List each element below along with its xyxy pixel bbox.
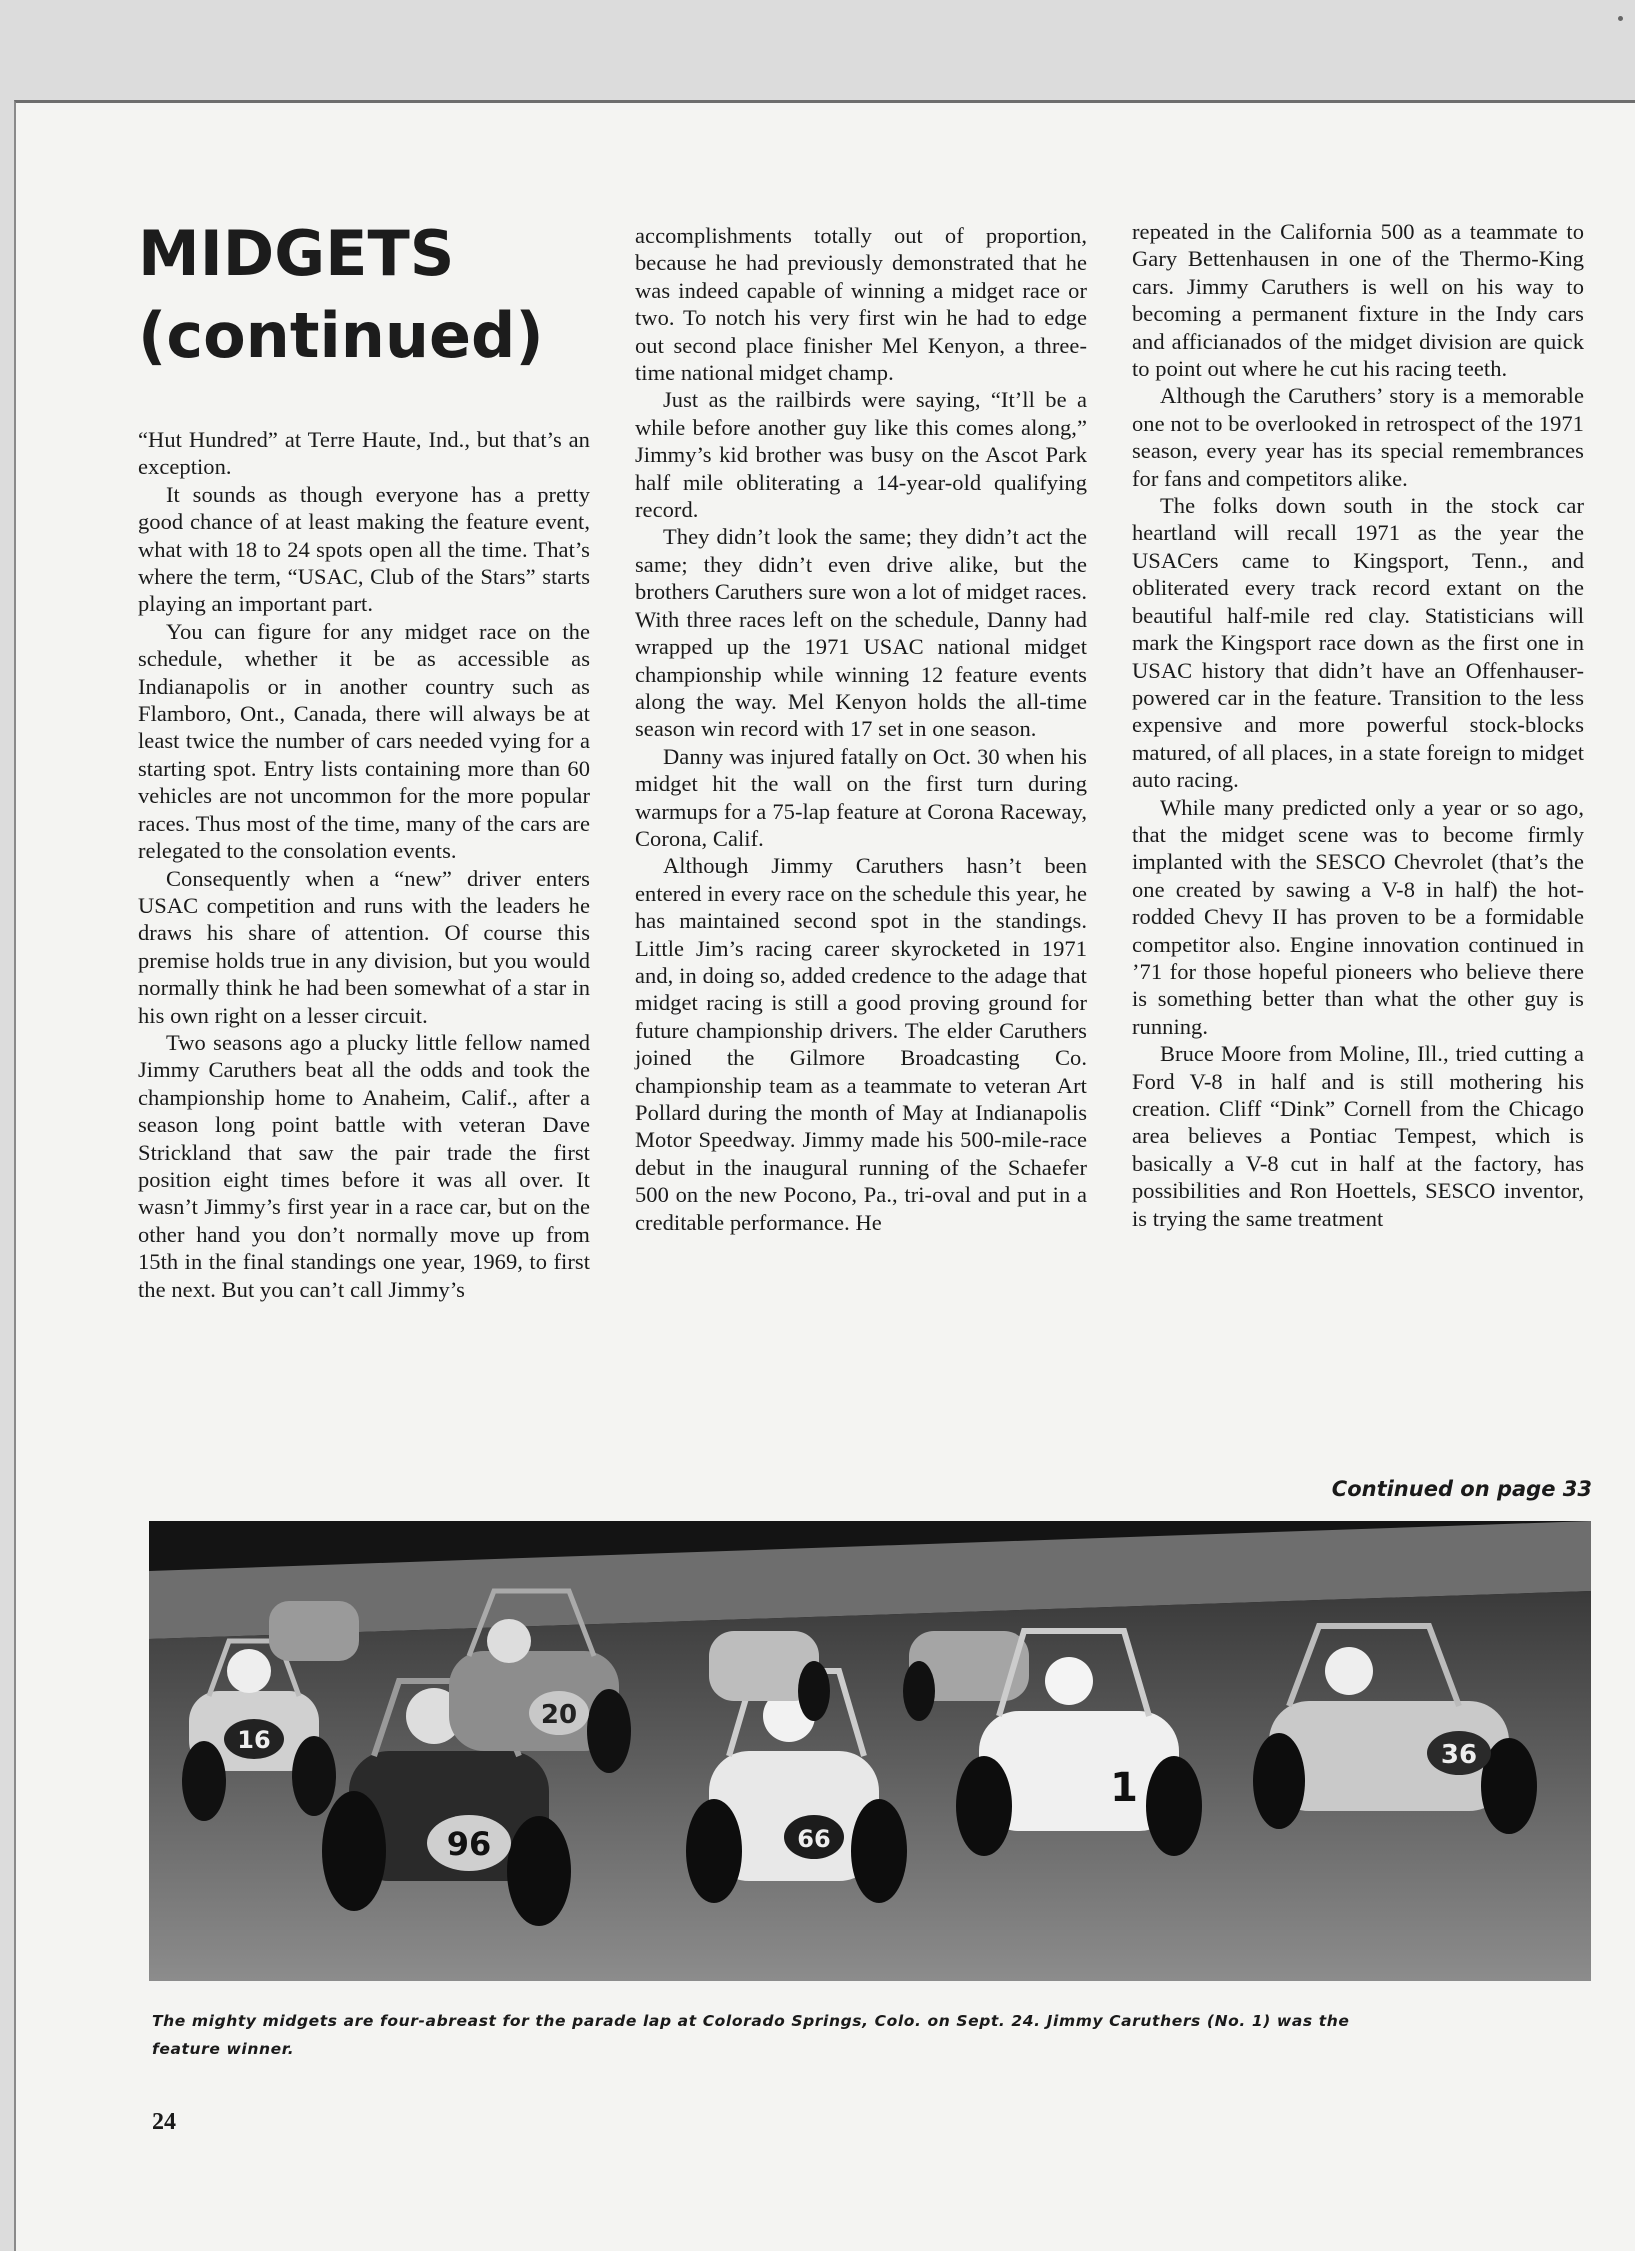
paragraph: Although Jimmy Caruthers hasn’t been entered in every race on the schedule this year, he has maintained second spot in the standings. Little Jim’s racing career skyrocketed in 1971 and, in doing so, added credence to the adage that midget racing is still a good proving ground for future championship drivers. The elder Caruthers joined the Gilmore Broadcasting Co. championship team as a teammate to veteran Art Pollard during the month of May at Indianapolis Motor Speedway. Jimmy made his 500-mile-race debut in the inaugural running of the Schaefer 500 on the new Pocono, Pa., tri-oval and put in a creditable performance. He	[635, 853, 1087, 1235]
paragraph: It sounds as though everyone has a pretty good chance of at least making the feature event, what with 18 to 24 spots open all the time. That’s where the term, “USAC, Club of the Stars” starts playing an important part.	[138, 481, 590, 617]
paragraph: Bruce Moore from Moline, Ill., tried cutting a Ford V-8 in half and is still mothering his creation. Cliff “Dink” Cornell from the Chicago area believes a Pontiac Tempest, which is basically a V-8 cut in half at the factory, has possibilities and Ron Hoettels, SESCO inventor, is trying the same treatment	[1132, 1041, 1584, 1231]
paragraph: “Hut Hundred” at Terre Haute, Ind., but that’s an exception.	[138, 427, 590, 480]
scan-speck	[1618, 16, 1623, 21]
car-number: 96	[446, 1825, 492, 1863]
paragraph: While many predicted only a year or so ago, that the midget scene was to become firmly implanted with the SESCO Chevrolet (that’s the one created by sawing a V-8 in half) the hot-rodded Chevy II has proven to be a formidable competitor also. Engine innovation continued in ’71 for those hopeful pioneers who believe there is something better than what the other guy is running.	[1132, 794, 1584, 1039]
continued-note: Continued on page 33	[1331, 1477, 1592, 1501]
text-column-2	[635, 222, 1087, 1236]
paragraph: Two seasons ago a plucky little fellow named Jimmy Caruthers beat all the odds and took the championship home to Anaheim, Calif., after a season long point battle with veteran Dave Strickland that saw the pair trade the first position eight times before it was all over. It wasn’t Jimmy’s first year in a race car, but on the other hand you don’t normally move up from 15th in the final standings one year, 1969, to first the next. But you can’t call Jimmy’s	[138, 1029, 590, 1302]
car-number: 36	[1440, 1740, 1478, 1770]
paragraph: You can figure for any midget race on the schedule, whether it be as accessible as Indianapolis or in another country such as Flamboro, Ont., Canada, there will always be at least twice the number of cars needed vying for a starting spot. Entry lists containing more than 60 vehicles are not uncommon for the more popular races. Thus most of the time, many of the cars are relegated to the consolation events.	[138, 618, 590, 864]
text-column-1	[138, 426, 590, 1303]
paragraph: Although the Caruthers’ story is a memorable one not to be overlooked in retrospect of the 1971 season, every year has its special remembrances for fans and competitors alike.	[1132, 383, 1584, 491]
car-number: 20	[540, 1700, 578, 1730]
paragraph: They didn’t look the same; they didn’t act the same; they didn’t even drive alike, but the brothers Caruthers sure won a lot of midget races. With three races left on the schedule, Danny had wrapped up the 1971 USAC national midget championship while winning 12 feature events along the way. Mel Kenyon holds the all-time season win record with 17 set in one season.	[635, 524, 1087, 742]
paragraph: Danny was injured fatally on Oct. 30 when his midget hit the wall on the first turn during warmups for a 75-lap feature at Corona Raceway, Corona, Calif.	[635, 743, 1087, 851]
race-photo-illustration	[149, 1521, 1591, 1981]
page-number: 24	[152, 2109, 176, 2135]
car-number: 1	[1110, 1765, 1138, 1811]
paragraph: repeated in the California 500 as a teammate to Gary Bettenhausen in one of the Thermo-King cars. Jimmy Caruthers is well on his way to becoming a permanent fixture in the Indy cars and afficianados of the midget division are quick to point out where he cut his racing teeth.	[1132, 219, 1584, 382]
paragraph: accomplishments totally out of proportion, because he had previously demonstrated that he was indeed capable of winning a midget race or two. To notch his very first win he had to edge out second place finisher Mel Kenyon, a three-time national midget champ.	[635, 223, 1087, 386]
paragraph: Consequently when a “new” driver enters USAC competition and runs with the leaders he draws his share of attention. Of course this premise holds true in any division, but you would normally think he had been somewhat of a star in his own right on a lesser circuit.	[138, 865, 590, 1028]
car-number: 16	[237, 1726, 271, 1754]
race-photo	[149, 1521, 1591, 1981]
paragraph: Just as the railbirds were saying, “It’ll be a while before another guy like this comes along,” Jimmy’s kid brother was busy on the Ascot Park half mile obliterating a 14-year-old qualifying record.	[635, 387, 1087, 523]
article-title: MIDGETS (continued)	[138, 217, 544, 372]
magazine-page	[14, 100, 1635, 2251]
text-column-3	[1132, 218, 1584, 1232]
photo-caption: The mighty midgets are four-abreast for the parade lap at Colorado Springs, Colo. on Sept. 24. Jimmy Caruthers (No. 1) was the feature winner.	[152, 2012, 1350, 2058]
car-number: 66	[797, 1825, 831, 1853]
paragraph: The folks down south in the stock car heartland will recall 1971 as the year the USACers came to Kingsport, Tenn., and obliterated every track record extant on the beautiful half-mile red clay. Statisticians will mark the Kingsport race down as the first one in USAC history that didn’t have an Offenhauser-powered car in the feature. Transition to the less expensive and more powerful stock-blocks matured, of all places, in a state foreign to midget auto racing.	[1132, 493, 1584, 793]
